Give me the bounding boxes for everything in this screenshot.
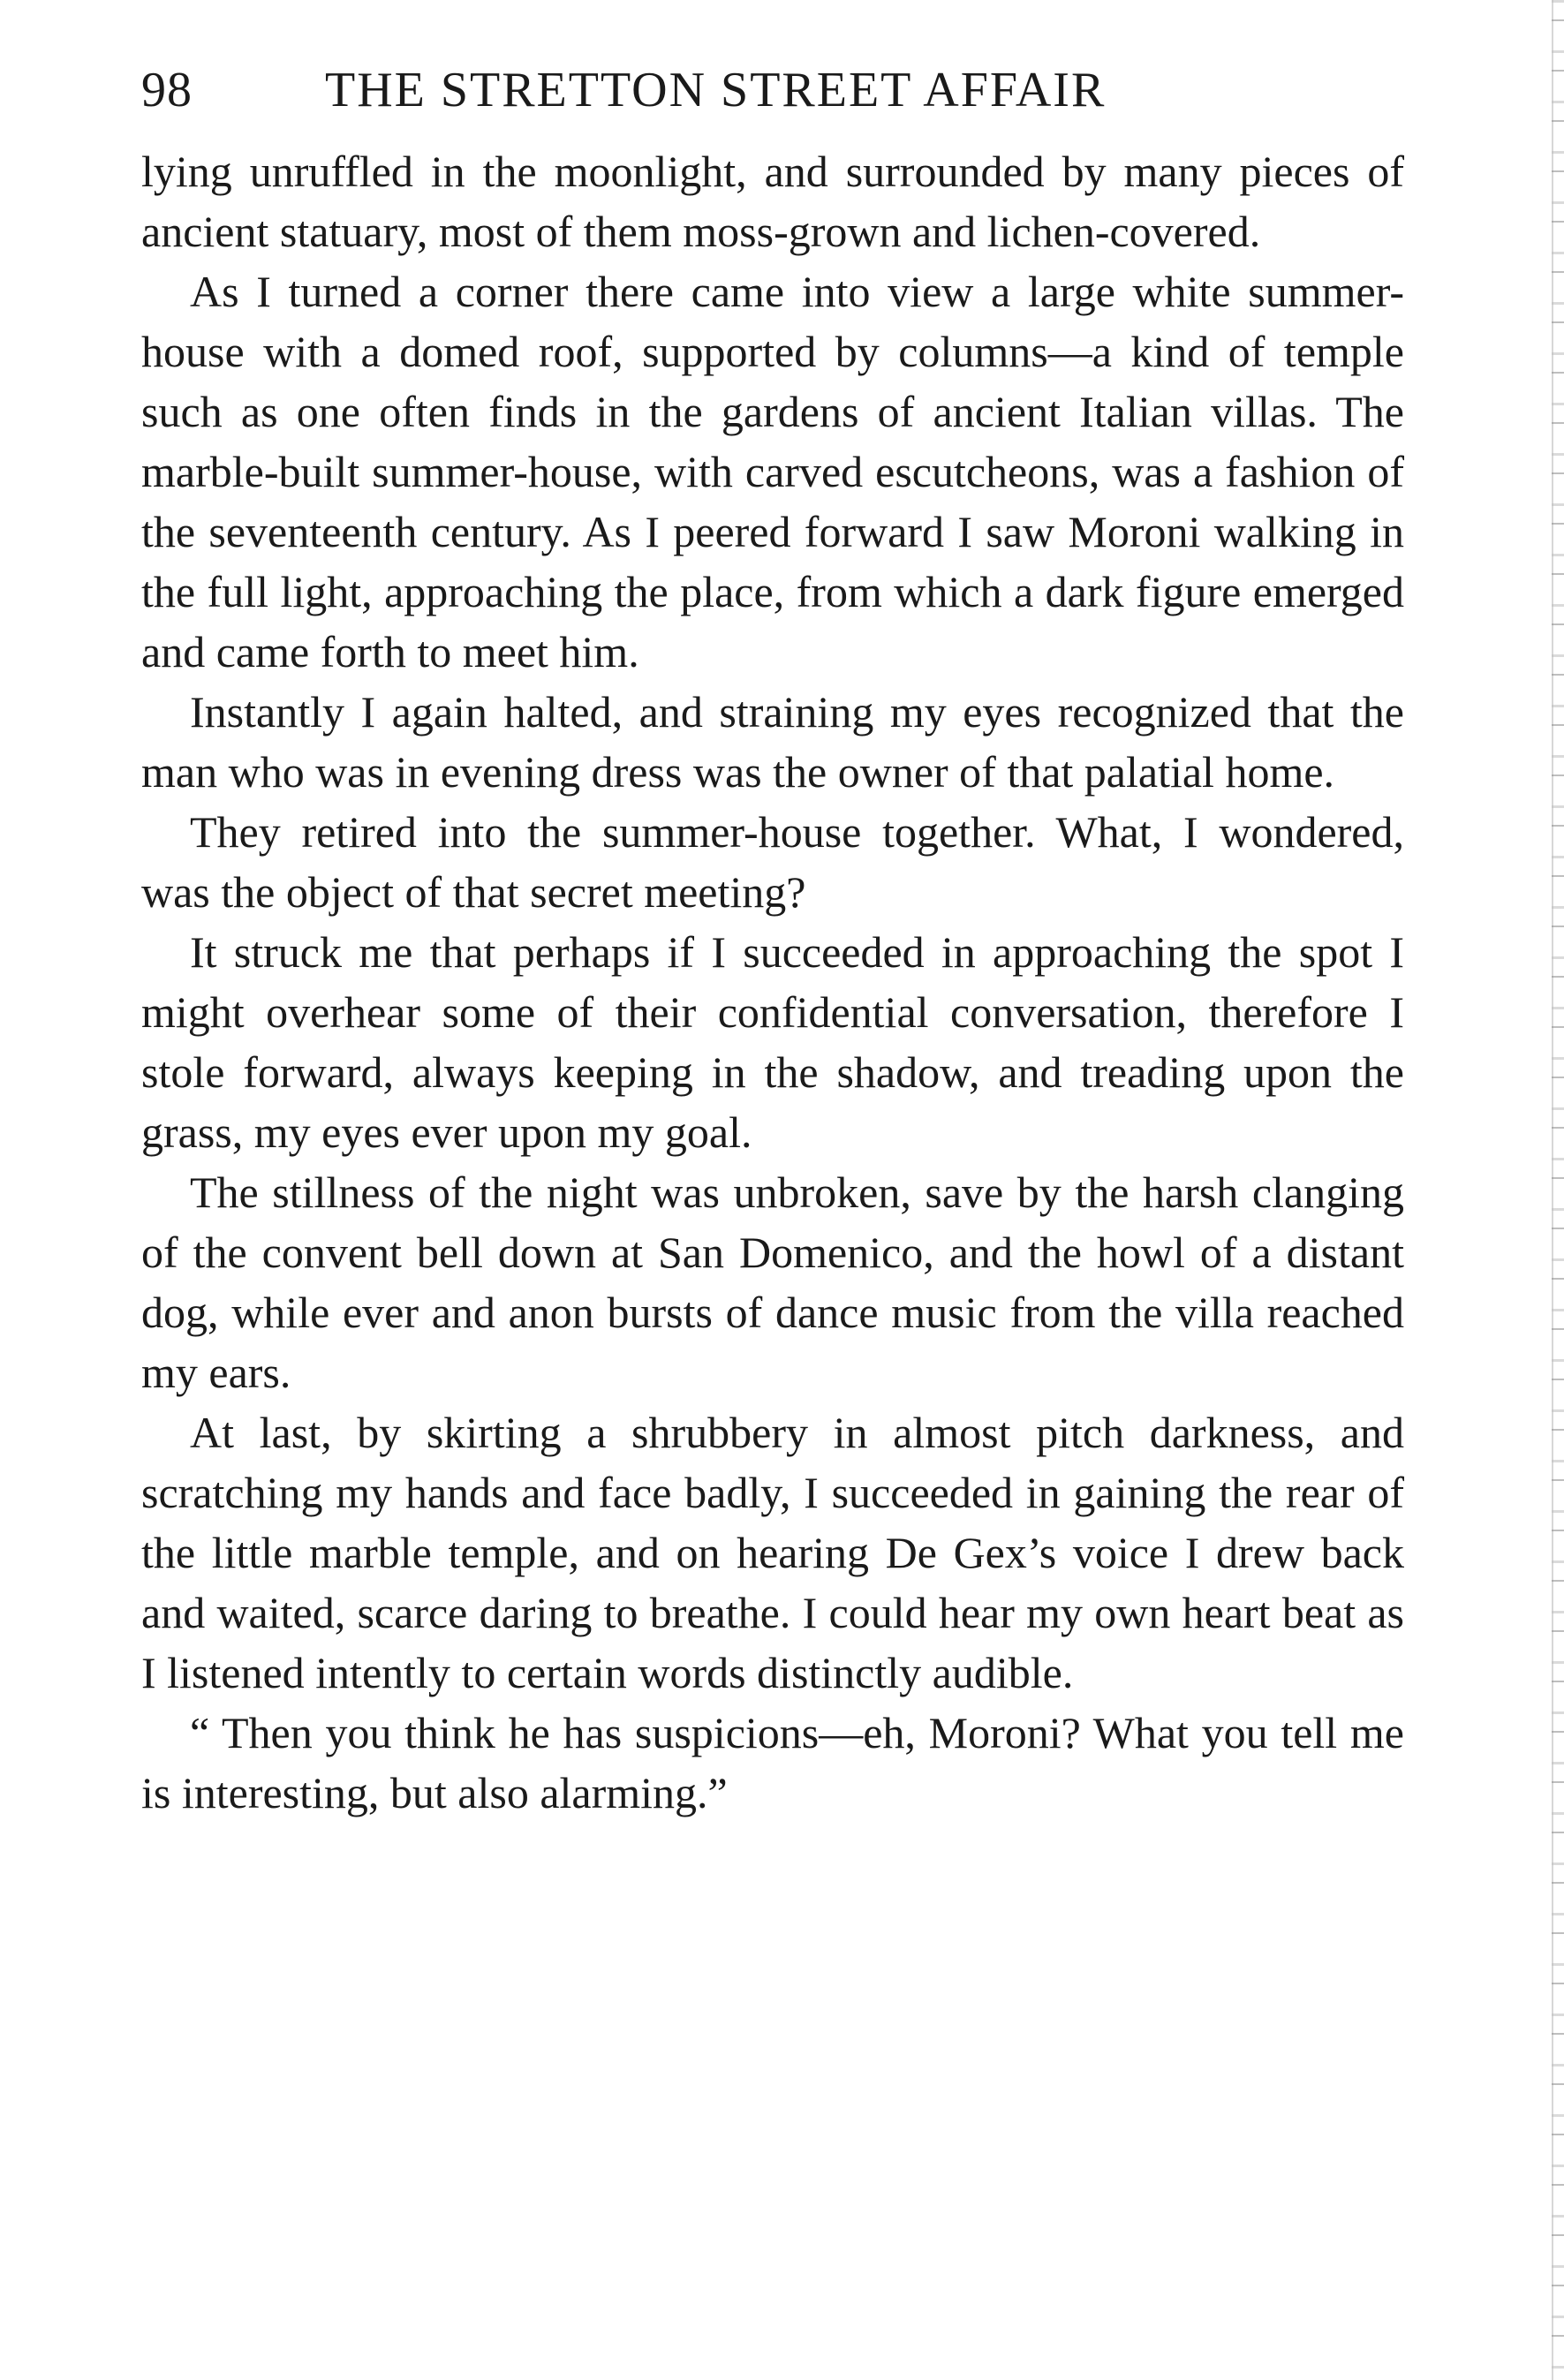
page-number: 98 [141, 63, 193, 117]
running-title: THE STRETTON STREET AFFAIR [325, 63, 1107, 117]
body-text [141, 141, 1404, 1823]
paragraph-recognition: Instantly I again halted, and straining my eyes recognized that the man who was in evening dress was the owner of that palatial home. [141, 687, 1404, 797]
paragraph-summer-house: As I turned a corner there came into view a large white summer-house with a domed roof, supported by columns—a kind of temple such as one often finds in the gardens of ancient Italian villas. The marble-built summer-house, with carved escutcheons, was a fashion of the seventeenth century. As I peered forward I saw Moroni walking in the full light, approaching the place, from which a dark figure emerged and came forth to meet him. [141, 267, 1404, 676]
scan-edge-artifacts [1552, 0, 1564, 2380]
running-head [141, 62, 1404, 141]
paragraph-shrubbery: At last, by skirting a shrubbery in almost pitch darkness, and scratching my hands and face badly, I succeeded in gaining the rear of the little marble temple, and on hearing De Gex’s voice I drew back and waited, scarce daring to breathe. I could hear my own heart beat as I listened intently to certain words distinctly audible. [141, 1408, 1404, 1697]
paragraph-continuation: lying unruffled in the moonlight, and surrounded by many pieces of ancient statuary, most of them moss-grown and lichen-covered. [141, 147, 1404, 256]
paragraph-secret-meeting: They retired into the summer-house together. What, I wondered, was the object of that secret meeting? [141, 807, 1404, 917]
book-page [141, 62, 1404, 1823]
paragraph-approach: It struck me that perhaps if I succeeded in approaching the spot I might overhear some of their confidential conversation, therefore I stole forward, always keeping in the shadow, and treading upon the grass, my eyes ever upon my goal. [141, 927, 1404, 1157]
paragraph-dialogue: “ Then you think he has suspicions—eh, Moroni? What you tell me is interesting, but also alarming.” [141, 1708, 1404, 1817]
paragraph-stillness: The stillness of the night was unbroken, save by the harsh clanging of the convent bell down at San Domenico, and the howl of a distant dog, while ever and anon bursts of dance music from the villa reached my ears. [141, 1167, 1404, 1397]
